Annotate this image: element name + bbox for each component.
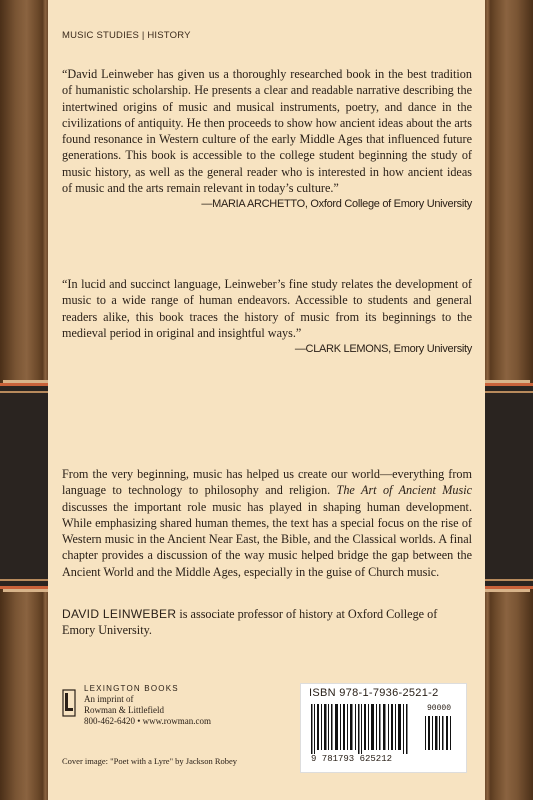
publisher-line-3: 800-462-6420 • www.rowman.com <box>84 716 212 726</box>
book-title: The Art of Ancient Music <box>336 483 472 498</box>
author-bio-text: is associate professor of history at Oxford College of Emory University. <box>62 607 438 638</box>
author-name: DAVID LEINWEBER <box>62 607 177 621</box>
blurb-2-name: —CLARK LEMONS, <box>294 343 391 356</box>
publisher-logo-icon <box>62 689 76 717</box>
blurb-2-affiliation: Emory University <box>393 343 472 356</box>
blurb-2 <box>62 276 472 357</box>
book-description <box>62 466 472 580</box>
publisher-text <box>84 683 211 727</box>
blurb-1-affiliation: Oxford College of Emory University <box>310 198 472 211</box>
publisher-block <box>62 683 262 753</box>
blurb-2-text: “In lucid and succinct language, Leinweber’s fine study relates the development of music to a wide range of human endeavors. Accessible to students and general readers alike, this book traces the history of music from its beginnings to the medieval period in original and insightful ways.” <box>62 277 472 340</box>
author-bio <box>62 606 472 639</box>
publisher-line-2: Rowman & Littlefield <box>84 705 164 715</box>
blurb-2-attribution <box>62 341 472 357</box>
description-body: discusses the important role music has played in shaping human development. While emphasizing shared human themes, the text has a special focus on the rise of Western music in the Ancient Near East, the Bible, and the Classical worlds. A final chapter provides a discussion of the way music helped bridge the gap between the Ancient World and the Middle Ages, especially in the guise of Church music. <box>62 499 472 579</box>
publisher-name: LEXINGTON BOOKS <box>84 684 179 693</box>
cover-credit: Cover image: "Poet with a Lyre" by Jackson Robey <box>62 756 238 766</box>
barcode-number: 9 781793 625212 <box>311 754 393 764</box>
publisher-line-1: An imprint of <box>84 694 134 704</box>
blurb-1-name: —MARIA ARCHETTO, <box>201 198 308 211</box>
barcode-price-code: 90000 <box>427 704 452 713</box>
isbn-text: ISBN 978-1-7936-2521-2 <box>309 687 439 699</box>
blurb-1-text: “David Leinweber has given us a thoroughly researched book in the best tradition of humanistic scholarship. He presents a clear and readable narrative describing the intertwined origins of music and musical instruments, poetry, and dance in the civilizations of antiquity. He then proceeds to show how ancient ideas about the arts found resonance in Western culture of the early Middle Ages that influenced future generations. This book is accessible to the college student beginning the study of music history, as well as the general reader who is interested in how ancient ideas of music and the arts remain relevant in today’s culture.” <box>62 67 472 196</box>
blurb-1-attribution <box>62 196 472 212</box>
barcode-box <box>300 683 467 773</box>
series-label: MUSIC STUDIES | HISTORY <box>62 30 191 41</box>
blurb-1 <box>62 66 472 213</box>
description-intro: From the very beginning, music has helped us create our world—everything from language to technology to philosophy and religion. <box>62 467 472 498</box>
cover-text-panel <box>48 0 485 800</box>
